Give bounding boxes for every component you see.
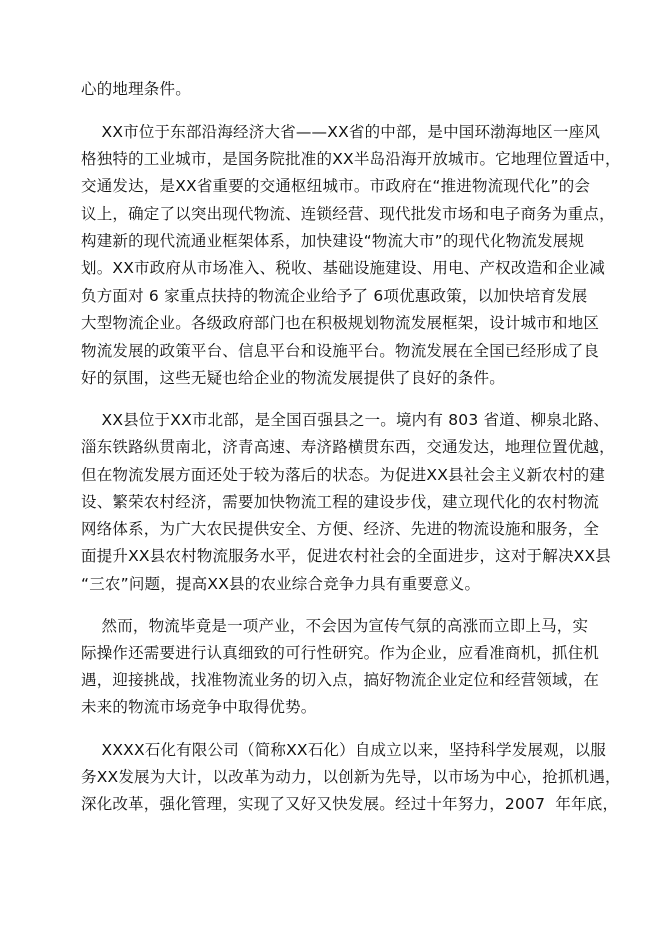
text-line: 设、繁荣农村经济，需要加快物流工程的建设步伐，建立现代化的农村物流 bbox=[81, 493, 600, 511]
text-line: 大型物流企业。各级政府部门也在积极规划物流发展框架，设计城市和地区 bbox=[81, 314, 600, 332]
text-line: 划。XX市政府从市场准入、税收、基础设施建设、用电、产权改造和企业减 bbox=[81, 259, 606, 277]
text-line: 格独特的工业城市，是国务院批准的XX半岛沿海开放城市。它地理位置适中， bbox=[81, 150, 621, 168]
text-line: 际操作还需要进行认真细致的可行性研究。作为企业，应看准商机，抓住机 bbox=[81, 644, 600, 662]
text-line: 淄东铁路纵贯南北，济青高速、寿济路横贯东西，交通发达，地理位置优越， bbox=[81, 438, 615, 456]
text-line: 构建新的现代流通业框架体系，加快建设“物流大市”的现代化物流发展规 bbox=[81, 232, 585, 250]
text-line: 心的地理条件。 bbox=[81, 80, 191, 98]
text-line: 面提升XX县农村物流服务水平，促进农村社会的全面进步，这对于解决XX县 bbox=[81, 547, 611, 565]
text-line: “三农”问题，提高XX县的农业综合竞争力具有重要意义。 bbox=[81, 575, 481, 593]
text-line: 物流发展的政策平台、信息平台和设施平台。物流发展在全国已经形成了良 bbox=[81, 342, 600, 360]
text-line: 务XX发展为大计，以改革为动力，以创新为先导，以市场为中心，抢抓机遇， bbox=[81, 768, 621, 786]
text-line: 然而，物流毕竟是一项产业，不会因为宣传气氛的高涨而立即上马，实 bbox=[81, 617, 589, 635]
text-line: XX市位于东部沿海经济大省——XX省的中部，是中国环渤海地区一座风 bbox=[81, 123, 601, 141]
text-line: 交通发达，是XX省重要的交通枢纽城市。市政府在“推进物流现代化”的会 bbox=[81, 177, 591, 195]
text-line: 但在物流发展方面还处于较为落后的状态。为促进XX县社会主义新农村的建 bbox=[81, 466, 606, 484]
text-line: 遇，迎接挑战，找准物流业务的切入点，搞好物流企业定位和经营领域，在 bbox=[81, 671, 600, 689]
text-line: XX县位于XX市北部，是全国百强县之一。境内有 803 省道、柳泉北路、 bbox=[81, 411, 610, 429]
text-line: 网络体系，为广大农民提供安全、方便、经济、先进的物流设施和服务，全 bbox=[81, 520, 600, 538]
text-line: 未来的物流市场竞争中取得优势。 bbox=[81, 698, 317, 716]
text-line: 负方面对 6 家重点扶持的物流企业给予了 6项优惠政策，以加快培育发展 bbox=[81, 287, 588, 305]
text-line: 深化改革，强化管理，实现了又好又快发展。经过十年努力，2007 年年底， bbox=[81, 795, 619, 813]
text-line: 好的氛围，这些无疑也给企业的物流发展提供了良好的条件。 bbox=[81, 369, 505, 387]
text-line: XXXX石化有限公司（简称XX石化）自成立以来，坚持科学发展观，以服 bbox=[81, 741, 607, 759]
text-line: 议上，确定了以突出现代物流、连锁经营、现代批发市场和电子商务为重点， bbox=[81, 205, 615, 223]
